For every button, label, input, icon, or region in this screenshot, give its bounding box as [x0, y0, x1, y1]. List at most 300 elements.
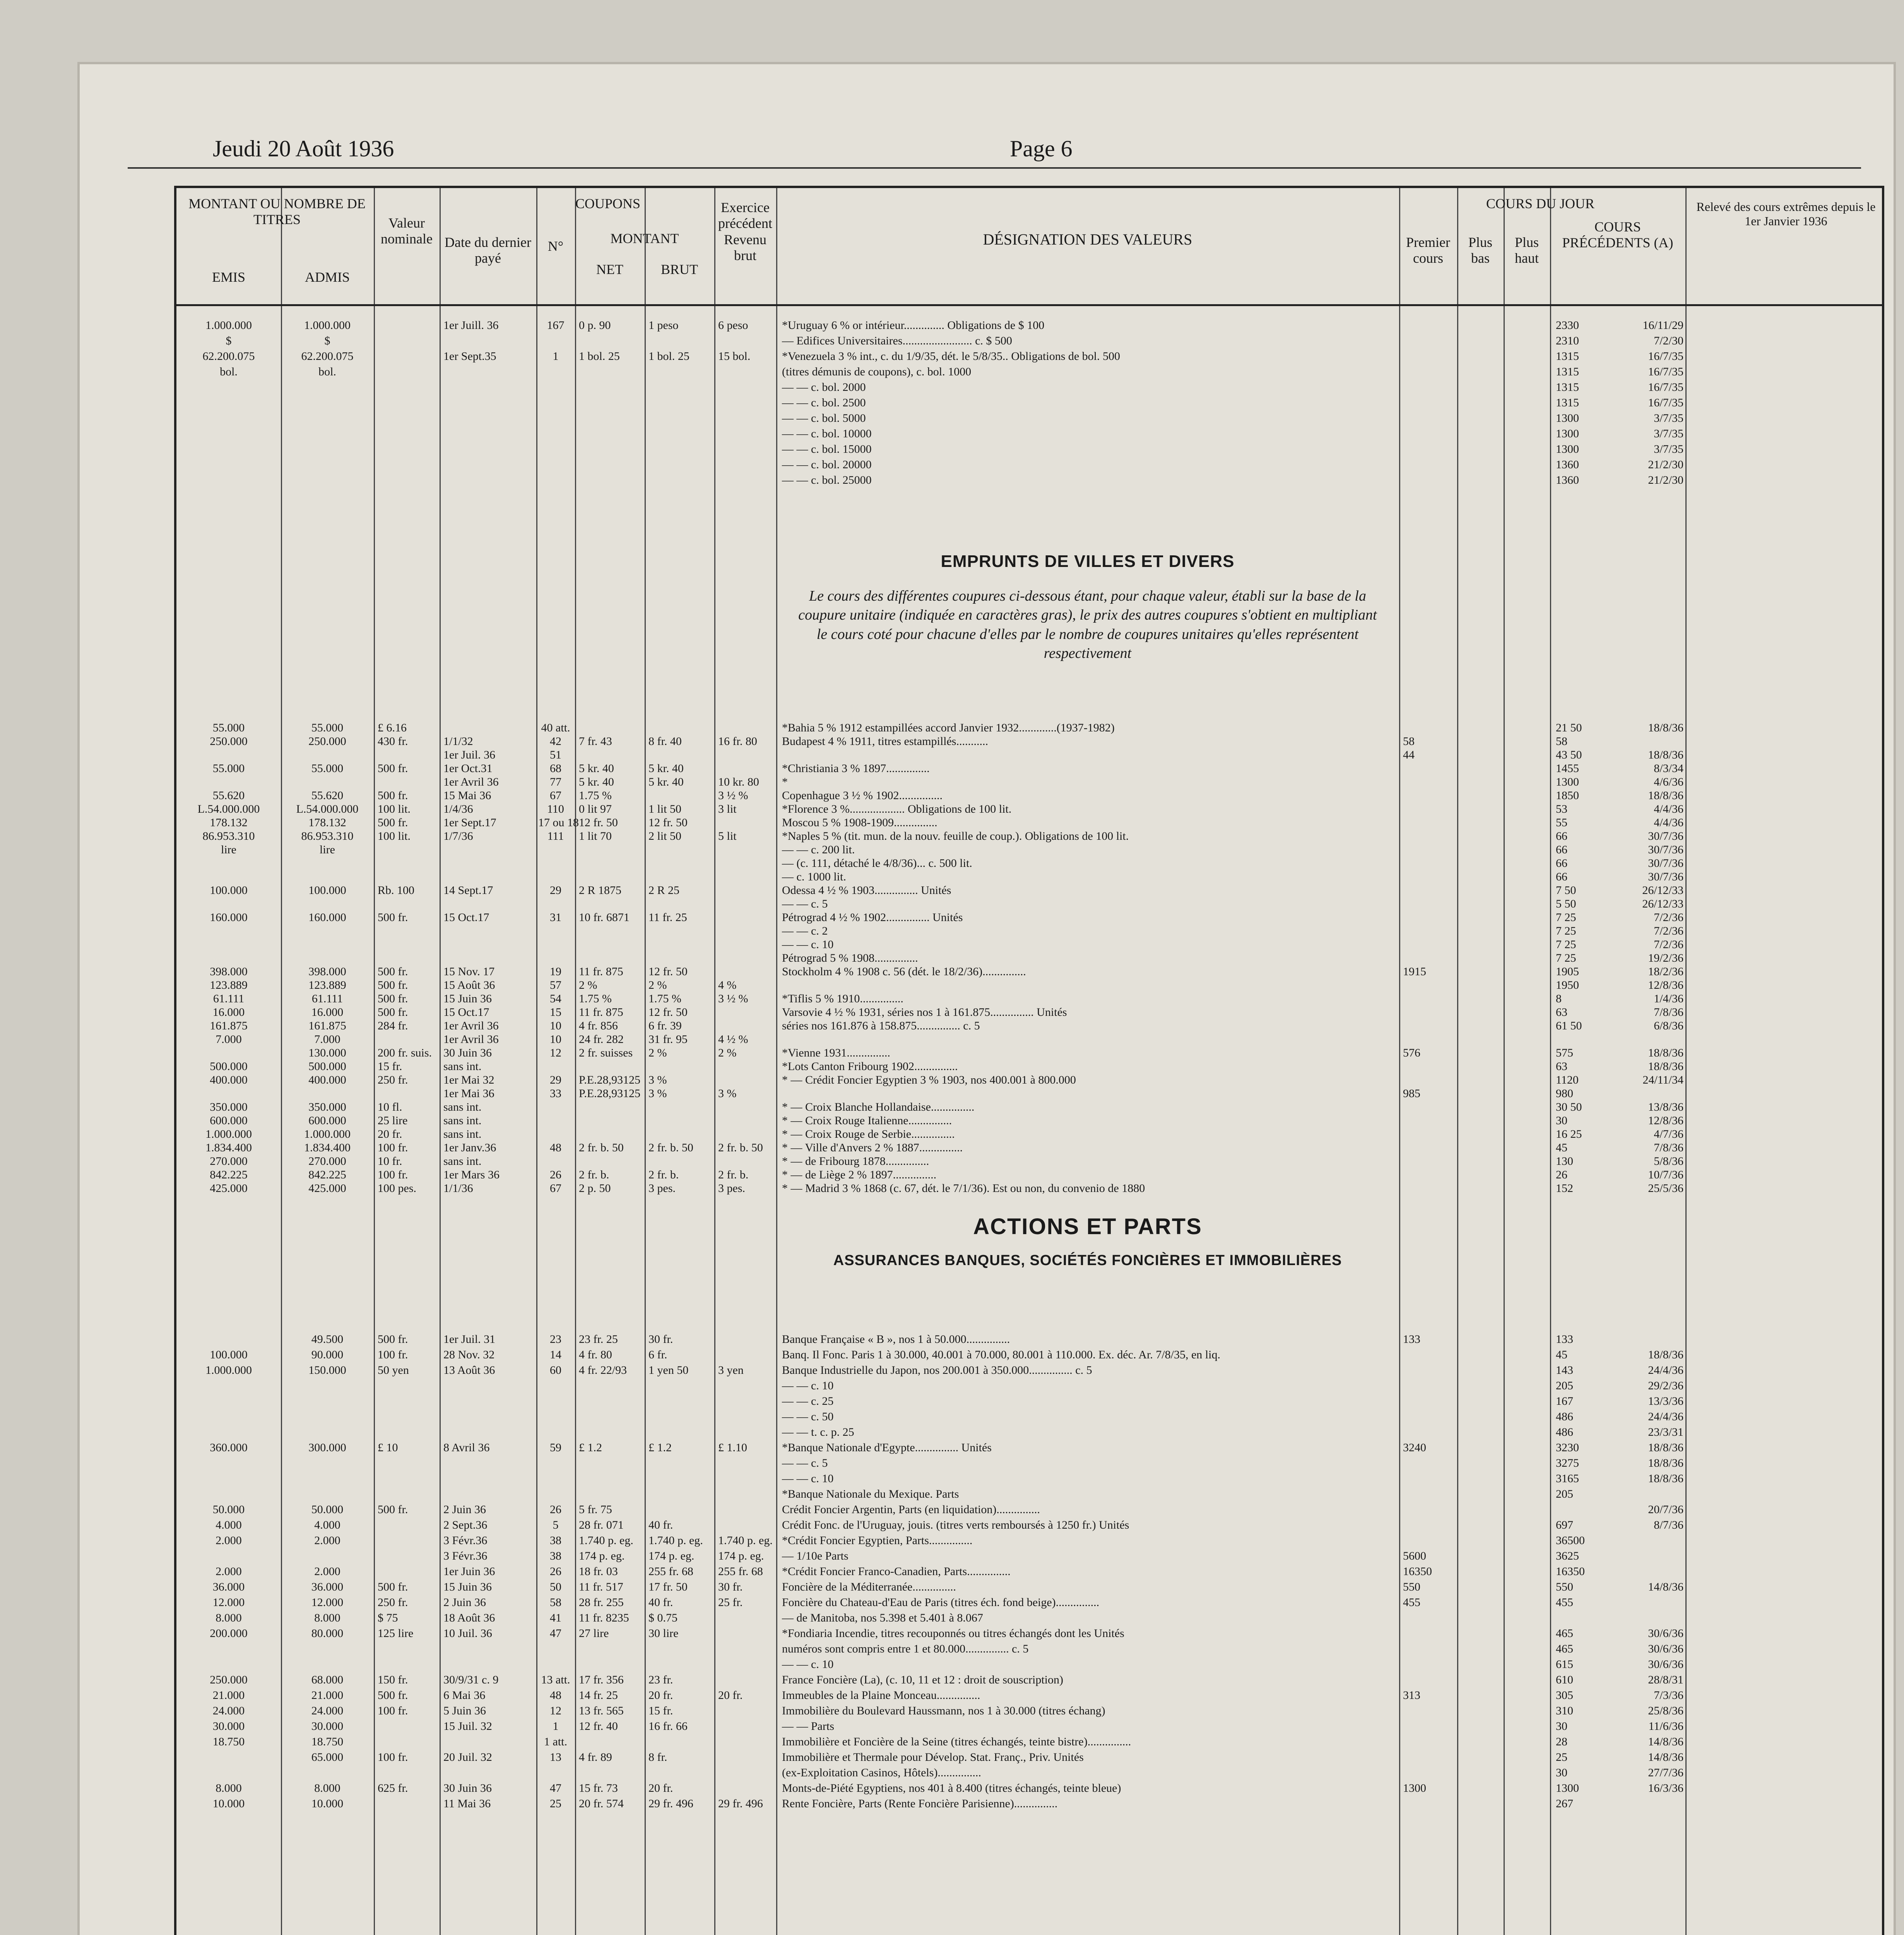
section-actions: ACTIONS ET PARTS: [973, 1214, 1202, 1239]
cell-brut: 30 lire: [648, 1627, 679, 1640]
cell-emis: 55.000: [212, 762, 245, 775]
cell-admis: 250.000: [308, 735, 346, 748]
cell-emis: 8.000: [216, 1782, 242, 1795]
cell-rev: 4 ½ %: [718, 1033, 748, 1046]
cell-brut: 20 fr.: [648, 1689, 673, 1702]
cell-prec: 5 50: [1556, 897, 1576, 910]
cell-rel: 4/7/36: [1654, 1128, 1683, 1140]
cell-prec: 1300: [1556, 776, 1579, 788]
cell-emis: 398.000: [210, 965, 248, 978]
cell-nom: 250 fr.: [378, 1074, 408, 1086]
plus-bas-header: Plus bas: [1468, 235, 1493, 266]
cell-emis: 86.953.310: [202, 830, 255, 842]
cell-admis: 24.000: [311, 1704, 344, 1717]
releve-header: Relevé des cours extrêmes depuis le 1er Janvier 1936: [1696, 200, 1876, 228]
cell-des: Monts-de-Piété Egyptiens, nos 401 à 8.400 (titres échangés, teinte bleue): [782, 1782, 1121, 1795]
table-row: [176, 1628, 1882, 1639]
table-row: [176, 1535, 1882, 1546]
cell-des: — — c. bol. 10000: [782, 427, 872, 440]
cell-net: 2 %: [579, 979, 597, 991]
cell-des: — — c. bol. 25000: [782, 474, 872, 486]
cell-brut: 1 bol. 25: [648, 350, 689, 363]
emprunts-note: Le cours des différentes coupures ci-dessous étant, pour chaque valeur, établi sur la base de la coupure unitaire (indiquée en caractères gras), le prix des autres coupures s'obtient en multipliant le cours coté pour chacune d'elles par le nombre de coupures unitaires qu'elles représentent respectivement: [798, 588, 1377, 662]
cell-emis: 2.000: [216, 1534, 242, 1547]
cell-prec: 45: [1556, 1348, 1567, 1361]
table-row: [176, 351, 1882, 362]
cell-emis: 350.000: [210, 1101, 248, 1113]
cell-nom: 250 fr.: [378, 1596, 408, 1609]
table-row: [176, 1349, 1882, 1361]
cell-admis: 68.000: [311, 1673, 344, 1686]
cell-nom: 100 lit.: [378, 830, 411, 842]
cell-net: 11 fr. 517: [579, 1581, 623, 1593]
table-row: [176, 428, 1882, 440]
cell-brut: 1 lit 50: [648, 803, 682, 815]
table-row: [176, 1659, 1882, 1670]
table-row: [176, 1007, 1882, 1018]
cell-des: Immobilière du Boulevard Haussmann, nos 1 à 30.000 (titres échang): [782, 1704, 1105, 1717]
cell-rev: 1.740 p. eg.: [718, 1534, 773, 1547]
cell-date: 3 Févr.36: [443, 1534, 488, 1547]
cell-admis: 55.000: [311, 762, 344, 775]
cell-des: séries nos 161.876 à 158.875............... c. 5: [782, 1019, 980, 1032]
cell-des: — — Parts: [782, 1720, 834, 1733]
cell-des: * — Croix Blanche Hollandaise...............: [782, 1101, 975, 1113]
cell-rel: 7/3/36: [1654, 1689, 1683, 1702]
cell-prec: 267: [1556, 1797, 1573, 1810]
cell-nom: £ 10: [378, 1441, 398, 1454]
cell-no: 23: [550, 1333, 561, 1346]
cell-des: *Crédit Foncier Egyptien, Parts...............: [782, 1534, 973, 1547]
net-header: NET: [596, 262, 623, 277]
cell-admis: 86.953.310: [301, 830, 354, 842]
cell-des: Immobilière et Foncière de la Seine (titres échangés, teinte bistre)...............: [782, 1735, 1131, 1748]
cell-emis: 250.000: [210, 1673, 248, 1686]
cell-admis: 50.000: [311, 1503, 344, 1516]
cell-des: — Edifices Universitaires........................ c. $ 500: [782, 334, 1012, 347]
cell-admis: 4.000: [314, 1519, 340, 1531]
cell-no: 26: [550, 1168, 561, 1181]
cell-prec: 1315: [1556, 381, 1579, 394]
cell-rel: 16/7/35: [1648, 381, 1683, 394]
cell-net: 11 fr. 875: [579, 1006, 623, 1019]
table-row: [176, 366, 1882, 378]
cell-net: 2 p. 50: [579, 1182, 611, 1195]
cell-net: 23 fr. 25: [579, 1333, 618, 1346]
cell-no: 33: [550, 1087, 561, 1100]
cell-net: 4 fr. 80: [579, 1348, 612, 1361]
cell-prec: 7 25: [1556, 952, 1576, 964]
cell-nom: 500 fr.: [378, 1503, 408, 1516]
cell-des: Immobilière et Thermale pour Dévelop. Stat. Franç., Priv. Unités: [782, 1751, 1084, 1764]
table-row: [176, 1550, 1882, 1562]
cell-nom: 500 fr.: [378, 911, 408, 924]
cell-emis: 100.000: [210, 884, 248, 897]
cell-prec: 465: [1556, 1627, 1573, 1640]
cell-brut: 3 pes.: [648, 1182, 676, 1195]
cell-rel: 7/2/36: [1654, 938, 1683, 951]
cell-des: Moscou 5 % 1908-1909...............: [782, 816, 937, 829]
table-row: [176, 939, 1882, 950]
cell-prec: 610: [1556, 1673, 1573, 1686]
table-row: [176, 763, 1882, 774]
cell-admis: 350.000: [308, 1101, 346, 1113]
cell-admis: 36.000: [311, 1581, 344, 1593]
cell-net: 18 fr. 03: [579, 1565, 618, 1578]
cell-net: 1.75 %: [579, 789, 612, 802]
cell-des: Foncière de la Méditerranée...............: [782, 1581, 956, 1593]
cell-no: 67: [550, 789, 561, 802]
cell-rev: 10 kr. 80: [718, 776, 759, 788]
cell-net: 5 fr. 75: [579, 1503, 612, 1516]
table-row: [176, 885, 1882, 896]
cell-admis: 80.000: [311, 1627, 344, 1640]
table-row: [176, 749, 1882, 761]
cell-prec: 30 50: [1556, 1101, 1582, 1113]
table-row: [176, 1519, 1882, 1531]
cell-no: 38: [550, 1534, 561, 1547]
cell-prec: 310: [1556, 1704, 1573, 1717]
cell-des: *Banque Nationale d'Egypte............... Unités: [782, 1441, 992, 1454]
cell-des: *Fondiaria Incendie, titres recouponnés ou titres échangés dont les Unités: [782, 1627, 1124, 1640]
table-row: [176, 1365, 1882, 1376]
cell-rel: 18/8/36: [1648, 721, 1683, 734]
cell-emis: lire: [221, 843, 236, 856]
cell-prec: 152: [1556, 1182, 1573, 1195]
cell-cours: 1915: [1403, 965, 1426, 978]
cell-nom: 500 fr.: [378, 816, 408, 829]
cell-rel: 21/2/30: [1648, 458, 1683, 471]
cell-no: 68: [550, 762, 561, 775]
cell-net: P.E.28,93125: [579, 1074, 641, 1086]
page-number: Page 6: [1010, 136, 1073, 161]
cell-admis: 49.500: [311, 1333, 344, 1346]
cell-date: sans int.: [443, 1114, 482, 1127]
cell-des: — — c. 25: [782, 1395, 834, 1408]
cell-admis: 8.000: [314, 1611, 340, 1624]
cell-des: *Florence 3 %................... Obligations de 100 lit.: [782, 803, 1012, 815]
cell-date: 1er Mai 32: [443, 1074, 494, 1086]
cell-net: 24 fr. 282: [579, 1033, 624, 1046]
table-row: [176, 925, 1882, 937]
cell-cours: 58: [1403, 735, 1415, 748]
cell-prec: 16350: [1556, 1565, 1585, 1578]
cell-rel: 24/4/36: [1648, 1364, 1683, 1377]
cell-emis: 55.000: [212, 721, 245, 734]
cell-cours: 550: [1403, 1581, 1420, 1593]
cell-no: 19: [550, 965, 561, 978]
cell-net: 12 fr. 50: [579, 816, 618, 829]
cell-net: 5 kr. 40: [579, 776, 614, 788]
cell-des: Immeubles de la Plaine Monceau...............: [782, 1689, 980, 1702]
cell-emis: 1.834.400: [205, 1141, 252, 1154]
cell-rel: 18/8/36: [1648, 1046, 1683, 1059]
cell-des: — — c. 200 lit.: [782, 843, 855, 856]
cell-des: — — c. 5: [782, 897, 828, 910]
cell-prec: 3275: [1556, 1457, 1579, 1469]
cell-prec: 305: [1556, 1689, 1573, 1702]
cell-nom: 150 fr.: [378, 1673, 408, 1686]
cell-date: 1er Avril 36: [443, 1019, 499, 1032]
cell-rel: 25/8/36: [1648, 1704, 1683, 1717]
cell-nom: 500 fr.: [378, 992, 408, 1005]
cell-prec: 3165: [1556, 1472, 1579, 1485]
cell-rev: 4 %: [718, 979, 737, 991]
table-row: [176, 1061, 1882, 1072]
cell-prec: 7 25: [1556, 938, 1576, 951]
cell-rel: 18/8/36: [1648, 748, 1683, 761]
cell-net: £ 1.2: [579, 1441, 602, 1454]
cell-des: — — c. 10: [782, 1379, 834, 1392]
cell-prec: 3625: [1556, 1550, 1579, 1562]
cell-admis: 500.000: [308, 1060, 346, 1073]
table-row: [176, 1473, 1882, 1485]
cell-des: *Christiania 3 % 1897...............: [782, 762, 930, 775]
cell-rel: 21/2/30: [1648, 474, 1683, 486]
cell-brut: 23 fr.: [648, 1673, 673, 1686]
cell-des: * — de Liège 2 % 1897...............: [782, 1168, 937, 1181]
cell-prec: 7 50: [1556, 884, 1576, 897]
cell-prec: 1905: [1556, 965, 1579, 978]
cell-brut: £ 1.2: [648, 1441, 672, 1454]
cell-prec: 21 50: [1556, 721, 1582, 734]
cell-no: 77: [550, 776, 561, 788]
cell-rel: 12/8/36: [1648, 1114, 1683, 1127]
cell-rev: 174 p. eg.: [718, 1550, 764, 1562]
cell-no: 67: [550, 1182, 561, 1195]
cell-rev: 3 %: [718, 1087, 737, 1100]
cell-rel: 26/12/33: [1642, 884, 1683, 897]
cell-des: — — t. c. p. 25: [782, 1426, 854, 1438]
cell-brut: 2 fr. b.: [648, 1168, 679, 1181]
cell-no: 10: [550, 1019, 561, 1032]
cell-net: 28 fr. 071: [579, 1519, 624, 1531]
cell-date: sans int.: [443, 1128, 482, 1140]
cell-prec: 980: [1556, 1087, 1573, 1100]
cell-date: 5 Juin 36: [443, 1704, 486, 1717]
cell-no: 111: [547, 830, 564, 842]
cell-rel: 18/8/36: [1648, 1457, 1683, 1469]
cell-des: Budapest 4 % 1911, titres estampillés...........: [782, 735, 988, 748]
cell-prec: 45: [1556, 1141, 1567, 1154]
cell-date: 1er Mai 36: [443, 1087, 494, 1100]
cell-admis: 12.000: [311, 1596, 344, 1609]
cell-net: 28 fr. 255: [579, 1596, 624, 1609]
table-row: [176, 413, 1882, 424]
table-row: [176, 790, 1882, 801]
cell-des: * — Crédit Foncier Egyptien 3 % 1903, nos 400.001 à 800.000: [782, 1074, 1076, 1086]
cell-nom: 15 fr.: [378, 1060, 402, 1073]
cell-des: numéros sont compris entre 1 et 80.000............... c. 5: [782, 1642, 1029, 1655]
cell-no: 5: [553, 1519, 559, 1531]
cell-brut: 12 fr. 50: [648, 816, 688, 829]
table-row: [176, 1034, 1882, 1045]
cell-emis: 55.620: [212, 789, 245, 802]
table-row: [176, 912, 1882, 923]
cell-brut: 8 fr.: [648, 1751, 667, 1764]
cell-emis: 200.000: [210, 1627, 248, 1640]
table-row: [176, 776, 1882, 788]
cell-cours: 985: [1403, 1087, 1420, 1100]
cell-date: 15 Août 36: [443, 979, 495, 991]
cell-prec: 30: [1556, 1766, 1567, 1779]
cell-des: Foncière du Chateau-d'Eau de Paris (titres éch. fond beige)...............: [782, 1596, 1100, 1609]
cell-rel: 18/8/36: [1648, 789, 1683, 802]
table-row: [176, 1690, 1882, 1701]
cell-admis: 18.750: [311, 1735, 344, 1748]
cell-des: *Crédit Foncier Franco-Canadien, Parts...............: [782, 1565, 1011, 1578]
cell-rel: 18/2/36: [1648, 965, 1683, 978]
cell-rel: 30/6/36: [1648, 1627, 1683, 1640]
cours-prec-header: COURS PRÉCÉDENTS (A): [1562, 219, 1673, 251]
table-row: [176, 1612, 1882, 1624]
cell-prec: 43 50: [1556, 748, 1582, 761]
cell-date: 15 Oct.17: [443, 911, 489, 924]
brut-header: BRUT: [660, 262, 698, 277]
cell-admis: 1.000.000: [304, 1128, 351, 1140]
cell-rev: 16 fr. 80: [718, 735, 757, 748]
table-row: [176, 858, 1882, 869]
cell-cours: 1300: [1403, 1782, 1426, 1795]
cell-rel: 3/7/35: [1654, 443, 1683, 455]
cell-rel: 14/8/36: [1648, 1735, 1683, 1748]
cell-des: — — c. 2: [782, 925, 828, 937]
cell-rel: 4/4/36: [1654, 803, 1683, 815]
cell-cours: 44: [1403, 748, 1415, 761]
cell-emis: 2.000: [216, 1565, 242, 1578]
cell-admis: 62.200.075: [301, 350, 354, 363]
page-date: Jeudi 20 Août 1936: [213, 136, 394, 161]
cell-des: — — c. bol. 5000: [782, 412, 866, 425]
cell-emis: 16.000: [212, 1006, 245, 1019]
table-row: [176, 817, 1882, 829]
cell-des: * — Croix Rouge Italienne...............: [782, 1114, 952, 1127]
cell-brut: 3 %: [648, 1074, 667, 1086]
cell-no: 41: [550, 1611, 561, 1624]
cell-rel: 16/7/35: [1648, 365, 1683, 378]
cell-rel: 27/7/36: [1648, 1766, 1683, 1779]
cell-nom: 500 fr.: [378, 762, 408, 775]
cell-net: 12 fr. 40: [579, 1720, 618, 1733]
cell-admis: 400.000: [308, 1074, 346, 1086]
cell-no: 13 att.: [541, 1673, 570, 1686]
cell-rel: 1/4/36: [1654, 992, 1683, 1005]
cell-des: (titres démunis de coupons), c. bol. 1000: [782, 365, 972, 378]
cell-brut: 17 fr. 50: [648, 1581, 688, 1593]
cell-emis: 8.000: [216, 1611, 242, 1624]
cell-admis: 30.000: [311, 1720, 344, 1733]
cell-des: — — c. bol. 2000: [782, 381, 866, 394]
cell-des: Odessa 4 ½ % 1903............... Unités: [782, 884, 951, 897]
cell-des: — de Manitoba, nos 5.398 et 5.401 à 8.067: [782, 1611, 983, 1624]
cell-no: 110: [547, 803, 564, 815]
cell-cours: 455: [1403, 1596, 1420, 1609]
cell-prec: 25: [1556, 1751, 1567, 1764]
cell-nom: $ 75: [378, 1611, 398, 1624]
cell-date: 6 Mai 36: [443, 1689, 486, 1702]
table-row: [176, 1504, 1882, 1515]
cell-rel: 30/6/36: [1648, 1642, 1683, 1655]
cell-prec: 28: [1556, 1735, 1567, 1748]
cell-admis: bol.: [318, 365, 336, 378]
cell-prec: 697: [1556, 1519, 1573, 1531]
cell-rel: 25/5/36: [1648, 1182, 1683, 1195]
cell-des: France Foncière (La), (c. 10, 11 et 12 : droit de souscription): [782, 1673, 1064, 1686]
table-row: [176, 1183, 1882, 1194]
cell-des: Banque Industrielle du Japon, nos 200.001 à 350.000............... c. 5: [782, 1364, 1092, 1377]
cell-emis: 1.000.000: [205, 1128, 252, 1140]
cell-net: P.E.28,93125: [579, 1087, 641, 1100]
cell-date: 15 Juin 36: [443, 1581, 492, 1593]
cell-des: — — c. bol. 15000: [782, 443, 872, 455]
table-row: [176, 1380, 1882, 1392]
cell-rel: 30/7/36: [1648, 830, 1683, 842]
cell-no: 17 ou 18: [538, 816, 579, 829]
cell-rel: 6/8/36: [1654, 1019, 1683, 1032]
cell-brut: 2 %: [648, 1046, 667, 1059]
cell-rel: 10/7/36: [1648, 1168, 1683, 1181]
cell-nom: 500 fr.: [378, 1006, 408, 1019]
cell-date: 14 Sept.17: [443, 884, 493, 897]
cell-des: *Naples 5 % (tit. mun. de la nouv. feuille de coup.). Obligations de 100 lit.: [782, 830, 1129, 842]
cell-date: 1er Avril 36: [443, 776, 499, 788]
cell-rel: 30/7/36: [1648, 870, 1683, 883]
cell-prec: 143: [1556, 1364, 1573, 1377]
cell-des: Varsovie 4 ½ % 1931, séries nos 1 à 161.875............... Unités: [782, 1006, 1067, 1019]
cell-admis: 7.000: [314, 1033, 340, 1046]
cell-net: 20 fr. 574: [579, 1797, 624, 1810]
cell-des: — — c. 10: [782, 1472, 834, 1485]
cell-rel: 26/12/33: [1642, 897, 1683, 910]
table-row: [176, 1442, 1882, 1454]
cell-des: — c. 1000 lit.: [782, 870, 846, 883]
cell-admis: 65.000: [311, 1751, 344, 1764]
cell-date: 11 Mai 36: [443, 1797, 491, 1810]
table-row: [176, 979, 1882, 991]
cell-rel: 7/2/30: [1654, 334, 1683, 347]
cell-no: 1: [553, 1720, 559, 1733]
cell-date: 2 Sept.36: [443, 1519, 488, 1531]
cell-rel: 20/7/36: [1648, 1503, 1683, 1516]
cell-des: *Tiflis 5 % 1910...............: [782, 992, 903, 1005]
cell-date: 1/1/36: [443, 1182, 473, 1195]
cell-rev: 3 pes.: [718, 1182, 745, 1195]
table-row: [176, 1488, 1882, 1500]
cell-admis: L.54.000.000: [296, 803, 359, 815]
cell-des: *Vienne 1931...............: [782, 1046, 890, 1059]
table-row: [176, 1101, 1882, 1113]
cell-des: Pétrograd 4 ½ % 1902............... Unités: [782, 911, 963, 924]
cell-brut: 40 fr.: [648, 1519, 673, 1531]
cell-brut: 3 %: [648, 1087, 667, 1100]
cell-net: 4 fr. 856: [579, 1019, 618, 1032]
cell-date: 1er Sept.17: [443, 816, 496, 829]
cell-des: Stockholm 4 % 1908 c. 56 (dét. le 18/2/36)...............: [782, 965, 1026, 978]
cell-net: 17 fr. 356: [579, 1673, 624, 1686]
cell-rev: £ 1.10: [718, 1441, 747, 1454]
cell-admis: 160.000: [308, 911, 346, 924]
cell-rel: 8/3/34: [1654, 762, 1683, 775]
cell-admis: 61.111: [311, 992, 343, 1005]
cell-prec: 1120: [1556, 1074, 1579, 1086]
cell-rel: 11/6/36: [1648, 1720, 1683, 1733]
cell-date: 2 Juin 36: [443, 1596, 486, 1609]
cell-prec: 205: [1556, 1488, 1573, 1500]
cell-date: 2 Juin 36: [443, 1503, 486, 1516]
table-row: [176, 1783, 1882, 1794]
cell-brut: 255 fr. 68: [648, 1565, 693, 1578]
emis-header: EMIS: [212, 269, 245, 285]
